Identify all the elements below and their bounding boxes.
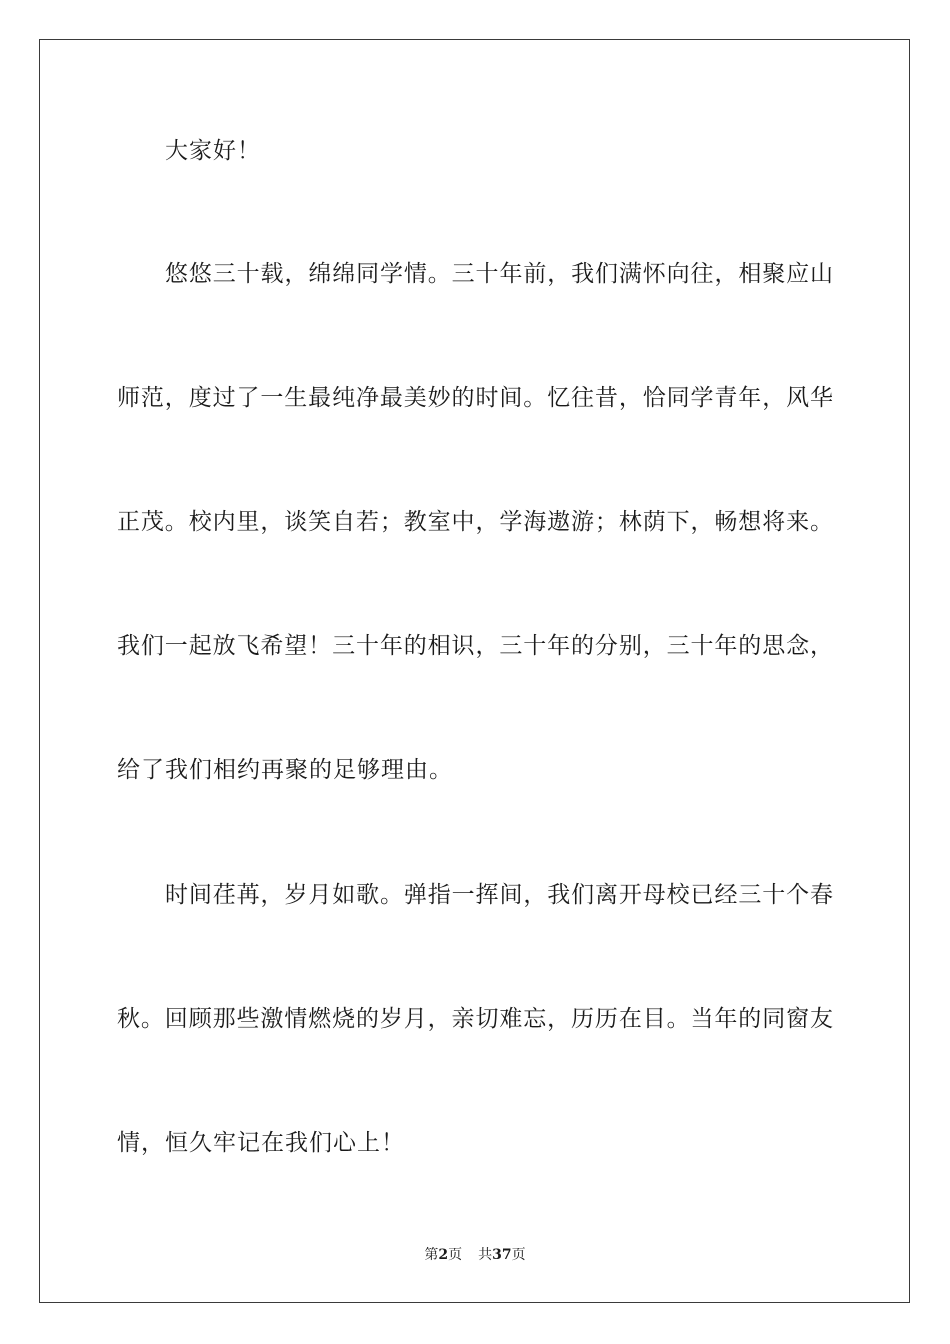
page-prefix: 第 xyxy=(424,1247,439,1263)
page-footer xyxy=(0,1246,950,1264)
paragraph-2-line-2: 秋。回顾那些激情燃烧的岁月，亲切难忘，历历在目。当年的同窗友 xyxy=(117,1006,833,1032)
paragraph-1-line-4: 我们一起放飞希望！三十年的相识，三十年的分别，三十年的思念， xyxy=(117,633,833,659)
paragraph-2-line-1: 时间荏苒，岁月如歌。弹指一挥间，我们离开母校已经三十个春 xyxy=(165,882,833,908)
greeting-line: 大家好！ xyxy=(165,138,261,164)
paragraph-1-line-2: 师范，度过了一生最纯净最美妙的时间。忆往昔，恰同学青年，风华 xyxy=(117,385,833,411)
total-pages: 37 xyxy=(492,1247,512,1263)
page-number: 2 xyxy=(438,1247,449,1263)
page-suffix: 页 xyxy=(448,1247,463,1263)
total-suffix: 页 xyxy=(511,1247,526,1263)
paragraph-1-line-3: 正茂。校内里，谈笑自若；教室中，学海遨游；林荫下，畅想将来。 xyxy=(117,509,833,535)
paragraph-2-line-3: 情，恒久牢记在我们心上！ xyxy=(117,1130,405,1156)
page-border xyxy=(39,39,910,1303)
paragraph-1-line-5: 给了我们相约再聚的足够理由。 xyxy=(117,757,453,783)
paragraph-1-line-1: 悠悠三十载，绵绵同学情。三十年前，我们满怀向往，相聚应山 xyxy=(165,261,833,287)
total-prefix: 共 xyxy=(478,1247,493,1263)
